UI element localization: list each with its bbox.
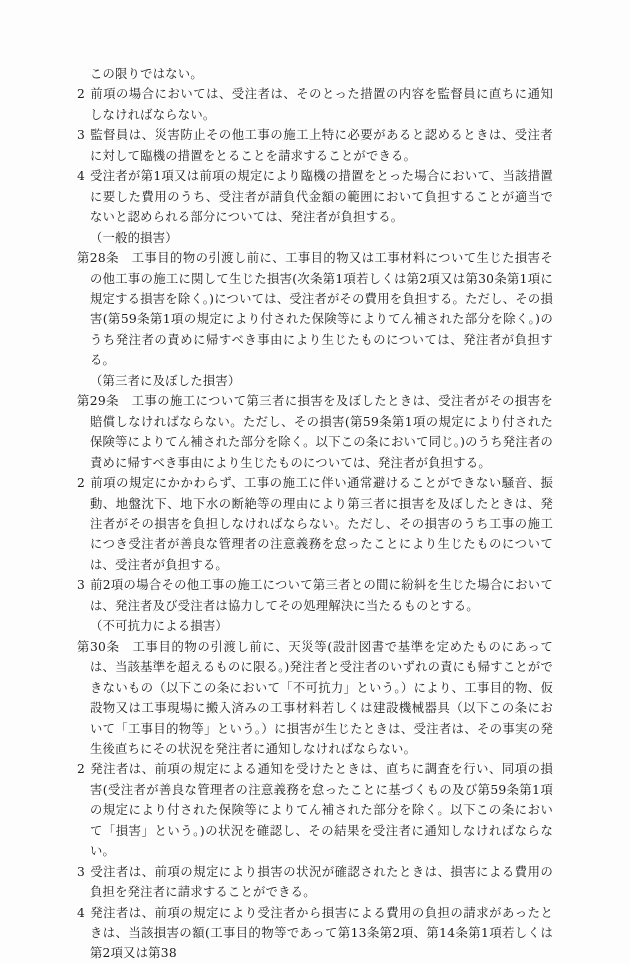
clause-text: 監督員は、災害防止その他工事の施工上特に必要があると認めるときは、受注者に対して臨機の措置をとることを請求することができる。 xyxy=(90,128,553,163)
clause-item xyxy=(77,84,553,125)
article-text: 工事目的物の引渡し前に、天災等(設計図書で基準を定めたものにあっては、当該基準を超えるものに限る。)発注者と受注者のいずれの責にも帰すことができないもの（以下この条において「不可抗力」という。）により、工事目的物、仮設物又は工事現場に搬入済みの工事材料若しくは建設機械器具（以下この条において「工事目的物等」という。）に損害が生じたときは、受注者は、その事実の発生後直ちにその状況を発注者に通知しなければならない。 xyxy=(90,639,554,756)
section-caption: （第三者に及ぼした損害） xyxy=(90,373,241,388)
clause-continuation: この限りではない。 xyxy=(90,67,203,81)
clause-number: 4 xyxy=(77,169,86,184)
article-text: 工事の施工について第三者に損害を及ぼしたときは、受注者がその損害を賠償しなければならない。ただし、その損害(第59条第1項の規定により付された保険等によりてん補された部分を除く。以下この条において同じ。)のうち発注者の責めに帰すべき事由により生じたものについては、発注者が負担する。 xyxy=(90,394,553,470)
article-number: 第28条 xyxy=(77,251,119,266)
clause-text: 受注者が第1項又は前項の規定により臨機の措置をとった場合において、当該措置に要した費用のうち、受注者が請負代金額の範囲において負担することが適当でないと認められる部分については、発注者が負担する。 xyxy=(90,169,553,225)
clause-text: 発注者は、前項の規定により受注者から損害による費用の負担の請求があったときは、当該損害の額(工事目的物等であって第13条第2項、第14条第1項若しくは第2項又は第38 xyxy=(90,905,553,961)
clause-list xyxy=(77,64,553,964)
clause-number: 3 xyxy=(77,864,86,879)
article-block xyxy=(77,637,553,760)
clause-text: 受注者は、前項の規定により損害の状況が確認されたときは、損害による費用の負担を発注者に請求することができる。 xyxy=(90,864,553,900)
article-block xyxy=(77,248,553,371)
clause-text: 前2項の場合その他工事の施工について第三者との間に紛糾を生じた場合においては、発注者及び受注者は協力してその処理解決に当たるものとする。 xyxy=(90,578,553,613)
article-block xyxy=(77,391,553,473)
clause-number: 2 xyxy=(77,87,86,102)
clause-number: 4 xyxy=(77,905,86,920)
section-caption: （不可抗力による損害） xyxy=(90,619,228,634)
clause-item xyxy=(77,759,553,861)
clause-number: 3 xyxy=(77,128,86,143)
clause-item xyxy=(77,862,553,903)
clause-number: 2 xyxy=(77,762,86,777)
clause-text: 発注者は、前項の規定による通知を受けたときは、直ちに調査を行い、同項の損害(受注者が善良な管理者の注意義務を怠ったことに基づくもの及び第59条第1項の規定により付された保険等によりてん補された部分を除く。以下この条において「損害」という。)の状況を確認し、その結果を受注者に通知しなければならない。 xyxy=(90,762,553,859)
article-number: 第29条 xyxy=(77,394,119,409)
clause-text: 前項の規定にかかわらず、工事の施工に伴い通常避けることができない騒音、振動、地盤沈下、地下水の断絶等の理由により第三者に損害を及ぼしたときは、発注者がその損害を負担しなければならない。ただし、その損害のうち工事の施工につき受注者が善良な管理者の注意義務を怠ったことにより生じたものについては、受注者が負担する。 xyxy=(90,476,553,572)
clause-item xyxy=(77,473,553,575)
article-number: 第30条 xyxy=(77,639,120,654)
clause-item xyxy=(77,125,553,166)
clause-item xyxy=(77,903,553,964)
clause-number: 3 xyxy=(77,578,86,593)
clause-item xyxy=(77,166,553,227)
clause-text: 前項の場合においては、受注者は、そのとった措置の内容を監督員に直ちに通知しなければならない。 xyxy=(90,87,553,122)
clause-item xyxy=(77,575,553,616)
clause-number: 2 xyxy=(77,476,86,491)
section-caption: （一般的損害） xyxy=(90,230,178,245)
article-text: 工事目的物の引渡し前に、工事目的物又は工事材料について生じた損害その他工事の施工に関して生じた損害(次条第1項若しくは第2項又は第30条第1項に規定する損害を除く。)については、受注者がその費用を負担する。ただし、その損害(第59条第1項の規定により付された保険等によりてん補された部分を除く。)のうち発注者の責めに帰すべき事由により生じたものについては、発注者が負担する。 xyxy=(90,251,553,368)
